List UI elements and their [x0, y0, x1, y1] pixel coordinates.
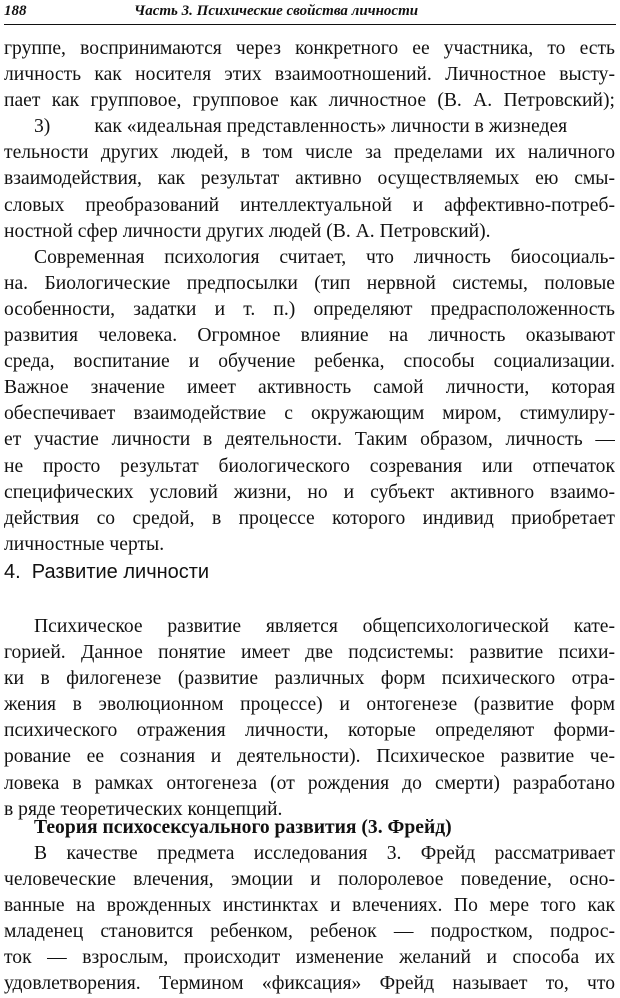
paragraph-2 [4, 114, 615, 244]
text-line: не просто результат биологического созревания или отпечаток [4, 455, 615, 477]
text-line: младенец становится ребенком, ребенок — подростком, подрос- [4, 921, 615, 943]
text-line: Современная психология считает, что личность биосоциаль- [34, 246, 615, 268]
subsection-heading: Теория психосексуального развития (3. Фрейд) [34, 817, 452, 838]
running-title: Часть 3. Психические свойства личности [134, 3, 419, 19]
text-line: ностной сфер личности других людей (В. А. Петровский). [4, 220, 491, 242]
text-line: взаимодействия, как результат активно осуществляемых ею смы- [4, 168, 615, 190]
text-line: ток — взрослым, происходит изменение желаний и способа их [4, 947, 615, 969]
page-header [4, 0, 616, 25]
text-line: ет участие личности в деятельности. Таким образом, личность — [4, 429, 615, 451]
text-line: 3) как «идеальная представленность» личности в жизнедея [34, 116, 568, 138]
text-line: в ряде теоретических концепций. [4, 798, 283, 820]
text-line: на. Биологические предпосылки (тип нервной системы, половые [4, 272, 615, 294]
text-line: развития человека. Огромное влияние на личность оказывают [4, 325, 615, 347]
section-heading: 4. Развитие личности [4, 561, 210, 583]
text-line: тельности других людей, в том числе за пределами их наличного [4, 142, 615, 164]
text-line: рование ее сознания и деятельности). Психическое развитие че- [4, 746, 615, 768]
text-line: действия со средой, в процессе которого индивид приобретает [4, 507, 615, 529]
text-line: специфических условий жизни, но и субъект активного взаимо- [4, 481, 615, 503]
text-line: среда, воспитание и обучение ребенка, способы социализации. [4, 351, 615, 373]
paragraph-3 [4, 245, 615, 558]
text-line: удовлетворения. Термином «фиксация» Фрейд называет то, что [4, 973, 615, 995]
text-line: личность как носителя этих взаимоотношений. Личностное высту- [4, 64, 615, 86]
page-number: 188 [4, 3, 27, 19]
text-line: личностные черты. [4, 533, 165, 555]
paragraph-4 [4, 614, 615, 823]
subsection-block [4, 815, 615, 998]
text-line: Психическое развитие является общепсихологической кате- [34, 616, 615, 637]
section-text-block [4, 614, 615, 823]
text-line: В качестве предмета исследования 3. Фрейд рассматривает [34, 843, 615, 864]
text-line: горией. Данное понятие имеет две подсистемы: развитие психи- [4, 642, 615, 664]
text-line: группе, воспринимаются через конкретного ее участника, то есть [4, 38, 615, 59]
text-line: психического отражения личности, которые определяют форми- [4, 720, 615, 742]
text-line: ловека в рамках онтогенеза (от рождения до смерти) разработано [4, 772, 615, 794]
text-line: пает как групповое, групповое как личностное (В. А. Петровский); [4, 90, 615, 112]
text-line: человеческие влечения, эмоции и полоролевое поведение, осно- [4, 869, 615, 891]
text-line: обеспечивает взаимодействие с окружающим миром, стимулиру- [4, 403, 615, 425]
text-line: особенности, задатки и т. п.) определяют предрасположенность [4, 298, 615, 320]
text-line: ванные на врожденных инстинктах и влечениях. По мере того как [4, 895, 615, 917]
top-text-block [4, 36, 615, 558]
text-line: Важное значение имеет активность самой личности, которая [4, 377, 615, 399]
paragraph-5 [4, 841, 615, 998]
text-line: словых преобразований интеллектуальной и аффективно-потреб- [4, 194, 615, 216]
text-line: жения в эволюционном процессе) и онтогенезе (развитие форм [4, 694, 615, 716]
paragraph-1 [4, 36, 615, 114]
text-line: ки в филогенезе (развитие различных форм психического отра- [4, 668, 615, 690]
